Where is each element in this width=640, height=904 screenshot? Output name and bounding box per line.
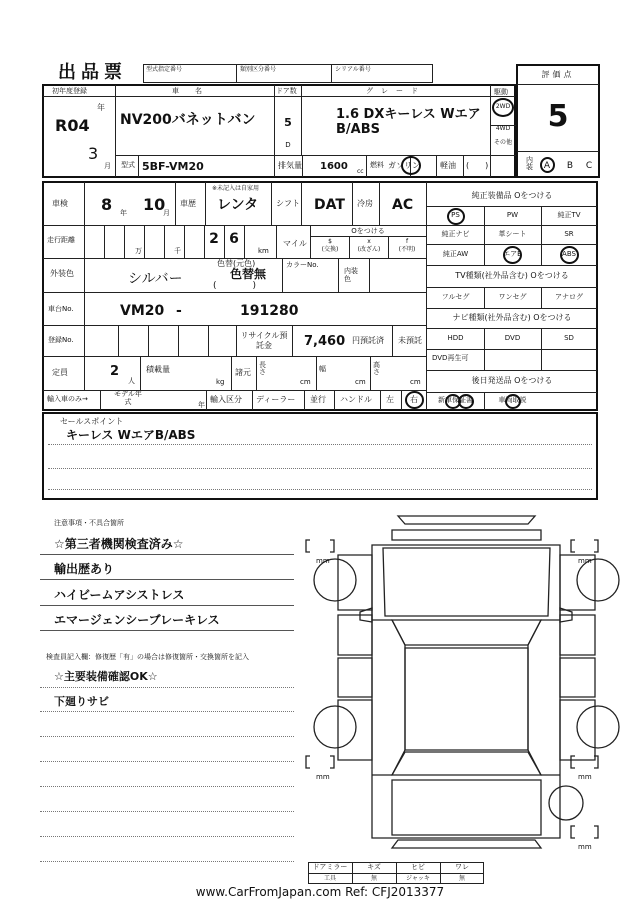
tv-fullseg: フルセグ xyxy=(441,293,470,301)
first-reg-month: 3 xyxy=(88,144,99,163)
navi-sd: SD xyxy=(564,334,574,342)
color-no-label: カラーNo. xyxy=(286,261,319,269)
recycle-label: リサイクル預託金 xyxy=(240,331,288,350)
tv-oneseg: ワンセグ xyxy=(498,293,527,301)
dims-label: 諸元 xyxy=(235,368,251,377)
shaken-month: 10 xyxy=(143,195,166,214)
mileage-label: 走行距離 xyxy=(47,236,75,244)
note-2: 輸出歴あり xyxy=(54,562,115,576)
height-label: 高さ xyxy=(373,361,380,377)
inspector-note-2: 下廻りサビ xyxy=(54,695,109,708)
grade-line1: 1.6 DXキーレス Wエア xyxy=(336,107,481,122)
sales-point-text: キーレス WエアB/ABS xyxy=(66,428,196,442)
front-left-wheel xyxy=(314,559,356,601)
tire-fl-mm: mm xyxy=(316,557,330,565)
height-cm-unit: cm xyxy=(410,378,421,386)
navi-hdd: HDD xyxy=(447,334,464,342)
width-cm-unit: cm xyxy=(355,378,366,386)
import-parallel: 並行 xyxy=(310,395,326,404)
rear-hatch xyxy=(392,780,541,835)
cc-unit: cc xyxy=(357,168,364,175)
front-bumper xyxy=(398,516,535,524)
legend-scratch: キズ xyxy=(367,863,381,871)
color-change-label: 色替(元色) xyxy=(217,259,256,268)
equip-abs: ABS xyxy=(562,250,576,258)
history-note: ※未記入は自家用 xyxy=(212,185,260,192)
meter-tampered: x (改ざん) xyxy=(357,238,381,253)
import-only-label: 輸入車のみ→ xyxy=(47,395,88,403)
legend-jack-value: 無 xyxy=(458,875,465,882)
later-title: 後日発送品 Oをつける xyxy=(471,376,553,385)
interior-grade-a: A xyxy=(543,161,551,171)
rating-label: 評価点 xyxy=(541,70,575,79)
load-label: 積載量 xyxy=(146,365,170,374)
history-label: 車歴 xyxy=(180,199,196,208)
katashiki-label: 型式指定番号 xyxy=(146,66,183,73)
door-d: D xyxy=(285,141,291,149)
ruibetsu-label: 類別区分番号 xyxy=(240,66,277,73)
tire-rl-mm: mm xyxy=(316,773,330,781)
sales-point-label: セールスポイント xyxy=(60,417,124,426)
ac-label: 冷房 xyxy=(357,199,373,208)
equip-tv: 純正TV xyxy=(557,211,581,219)
front-left-fender xyxy=(338,555,372,610)
handle-left: 左 xyxy=(386,395,394,404)
chassis-label: 車台No. xyxy=(48,305,74,313)
mileage-sen-unit: 千 xyxy=(174,247,181,255)
handle-right: 右 xyxy=(410,395,418,404)
mileage-digit-5: 2 xyxy=(209,231,219,247)
grade-label: グレード xyxy=(366,87,426,95)
displacement-value: 1600 xyxy=(320,161,348,172)
form-title: 出品票 xyxy=(58,62,127,83)
equip-navi: 純正ナビ xyxy=(441,230,470,238)
fuel-light-oil: 軽油 xyxy=(440,161,456,170)
navi-title: ナビ種類(社外品含む) Oをつける xyxy=(452,313,572,322)
import-type-label: 輸入区分 xyxy=(210,395,242,404)
recycle-paid: 円預託済 xyxy=(352,336,384,345)
model-value: 5BF-VM20 xyxy=(142,160,204,173)
equip-sr: SR xyxy=(564,230,574,238)
legend-crack: ヒビ xyxy=(411,863,425,871)
ac-value: AC xyxy=(392,197,414,213)
dvd-playback-label: DVD再生可 xyxy=(432,354,469,362)
inspector-label: 検査員記入欄：修復歴「有」の場合は修復箇所・交換箇所を記入 xyxy=(46,653,249,661)
equip-leather: 革シート xyxy=(498,230,527,238)
drive-4wd: 4WD xyxy=(495,125,511,132)
body-outline xyxy=(372,545,560,838)
interior-color-label: 内装色 xyxy=(344,267,358,283)
left-rear-door xyxy=(338,658,372,697)
front-grille xyxy=(392,530,541,540)
inspector-note-1: ☆主要装備確認OK☆ xyxy=(54,670,158,683)
legend-tools-value: 無 xyxy=(370,875,377,882)
chassis-number: 191280 xyxy=(240,303,299,319)
note-4: エマージェンシーブレーキレス xyxy=(54,613,220,627)
rear-right-wheel xyxy=(577,706,619,748)
shaken-label: 車検 xyxy=(52,199,68,208)
width-label: 幅 xyxy=(319,365,326,373)
legend-break: ワレ xyxy=(455,863,469,871)
car-name-label: 車名 xyxy=(172,87,218,95)
meter-circle-label: Oをつける xyxy=(351,227,385,235)
model-year-unit: 年 xyxy=(198,401,205,409)
exterior-color-label: 外装色 xyxy=(50,269,74,278)
model-label: 型式 xyxy=(121,161,135,169)
drive-label: 駆動 xyxy=(494,88,508,96)
equip-pw: PW xyxy=(506,211,519,219)
color-change-paren: ( ) xyxy=(213,281,257,291)
note-3: ハイビームアシストレス xyxy=(54,588,185,602)
rating-value: 5 xyxy=(547,99,569,134)
grade-line2: B/ABS xyxy=(336,122,380,137)
shift-label: シフト xyxy=(276,199,300,208)
rear-window xyxy=(392,752,541,775)
car-name: NV200バネットバン xyxy=(120,112,256,128)
right-rear-door xyxy=(560,658,595,697)
doors-label: ドア数 xyxy=(276,87,297,95)
recycle-amount: 7,460 xyxy=(304,334,346,349)
roof xyxy=(405,648,528,750)
history-value: レンタ xyxy=(217,197,259,213)
legend-mirror: ドアミラー xyxy=(312,863,348,871)
color-change-value: 色替無 xyxy=(230,267,267,281)
shaken-year-unit: 年 xyxy=(120,209,127,217)
tire-fr-mm: mm xyxy=(578,557,592,565)
equip-airbag: エアB xyxy=(503,250,522,258)
capacity-unit: 人 xyxy=(128,377,135,385)
spare-tire xyxy=(549,786,583,820)
front-right-wheel xyxy=(577,559,619,601)
drive-2wd: 2WD xyxy=(495,103,511,110)
mileage-man-unit: 万 xyxy=(135,247,142,255)
rear-left-wheel xyxy=(314,706,356,748)
legend-jack: ジャッキ xyxy=(406,875,430,882)
later-warranty: 新車保証書 xyxy=(438,396,473,404)
capacity-label: 定員 xyxy=(52,368,68,377)
load-kg-unit: kg xyxy=(216,378,225,386)
fuel-label: 燃料 xyxy=(370,161,384,169)
door-count: 5 xyxy=(284,116,292,129)
shaken-month-unit: 月 xyxy=(163,209,170,217)
displacement-label: 排気量 xyxy=(278,161,302,170)
footer-reference: www.CarFromJapan.com Ref: CFJ2013377 xyxy=(195,885,445,899)
serial-label: シリアル番号 xyxy=(335,66,371,73)
drive-other: その他 xyxy=(493,139,512,146)
equip-ps: PS xyxy=(451,211,460,219)
model-year-label: モデル年式 xyxy=(114,390,142,406)
hood xyxy=(383,548,550,616)
rear-left-fender xyxy=(338,700,372,760)
navi-dvd: DVD xyxy=(504,334,521,342)
import-dealer: ディーラー xyxy=(256,395,296,404)
recycle-unpaid: 未預託 xyxy=(398,336,422,345)
meter-exchanged: $ (交換) xyxy=(321,238,339,253)
legend-tools: 工具 xyxy=(323,875,336,882)
reg-no-label: 登録No. xyxy=(48,336,74,344)
tv-analog: アナログ xyxy=(555,293,583,301)
exterior-color-value: シルバー xyxy=(128,271,183,287)
handle-label: ハンドル xyxy=(340,395,372,404)
interior-grade-c: C xyxy=(585,161,593,171)
mileage-digit-6: 6 xyxy=(229,231,239,247)
meter-unknown: f (不明) xyxy=(398,238,416,253)
chassis-prefix: VM20 xyxy=(120,303,165,319)
equipment-title: 純正装備品 Oをつける xyxy=(471,191,553,200)
interior-grade-b: B xyxy=(566,161,574,171)
windshield xyxy=(392,620,541,645)
tv-title: TV種類(社外品含む) Oをつける xyxy=(455,271,569,280)
later-manual: 車両取説 xyxy=(498,396,527,404)
first-reg-year: R04 xyxy=(55,116,90,135)
first-reg-label: 初年度登録 xyxy=(52,87,87,95)
fuel-gasoline: ガソリン xyxy=(388,161,420,170)
shaken-year: 8 xyxy=(101,195,113,214)
notes-label: 注意事項・不具合箇所 xyxy=(54,519,124,527)
length-label: 長さ xyxy=(259,361,266,377)
capacity-value: 2 xyxy=(110,364,120,379)
fuel-other: ( ) xyxy=(466,161,489,170)
tire-spare-mm: mm xyxy=(578,843,592,851)
year-unit: 年 xyxy=(97,103,105,112)
length-cm-unit: cm xyxy=(300,378,311,386)
shift-value: DAT xyxy=(314,197,345,213)
equip-aw: 純正AW xyxy=(442,250,469,258)
month-unit: 月 xyxy=(104,162,111,170)
rear-bumper xyxy=(392,840,541,848)
meter-mile-label: マイル xyxy=(283,239,307,248)
chassis-dash: - xyxy=(176,303,182,319)
note-1: ☆第三者機関検査済み☆ xyxy=(54,537,184,551)
tire-rr-mm: mm xyxy=(578,773,592,781)
mileage-km-unit: km xyxy=(258,247,269,255)
interior-grade-label: 内装 xyxy=(526,156,533,172)
